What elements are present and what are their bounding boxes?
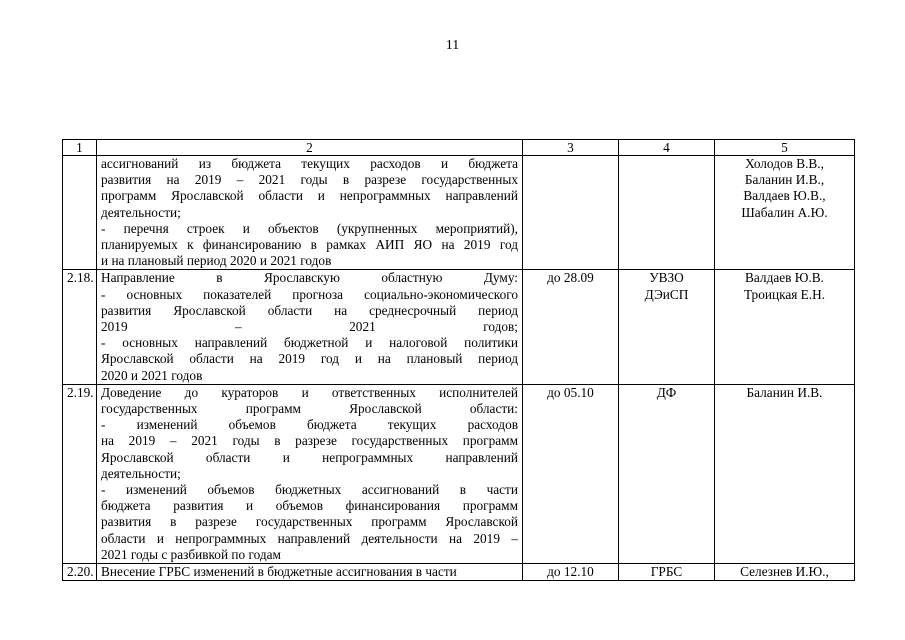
responsible-person: Холодов В.В., xyxy=(745,156,824,171)
table-row xyxy=(63,270,855,384)
item-responsible xyxy=(715,270,855,384)
description-line: развития Ярославской области на среднесрочный период xyxy=(101,302,518,318)
item-responsible xyxy=(715,156,855,270)
plan-table xyxy=(62,139,855,581)
description-line: развития в разрезе государственных программ Ярославской xyxy=(101,514,518,530)
description-line: 2019 – 2021 годов; xyxy=(101,319,518,335)
description-line: - основных направлений бюджетной и налоговой политики xyxy=(101,335,518,351)
description-line: Ярославской области и непрограммных направлений xyxy=(101,449,518,465)
table-row xyxy=(63,564,855,581)
table-row xyxy=(63,384,855,563)
description-line: 2020 и 2021 годов xyxy=(101,367,203,383)
description-line: государственных программ Ярославской области: xyxy=(101,401,518,417)
column-header: 3 xyxy=(523,140,619,156)
item-number: 2.19. xyxy=(63,384,97,563)
item-description xyxy=(97,564,523,581)
description-line: деятельности; xyxy=(101,465,181,481)
description-line: Доведение до кураторов и ответственных исполнителей xyxy=(101,384,518,400)
executor-name: УВЗО xyxy=(649,270,684,286)
item-executors xyxy=(619,564,715,581)
column-header: 1 xyxy=(63,140,97,156)
column-header: 2 xyxy=(97,140,523,156)
column-header: 5 xyxy=(715,140,855,156)
item-deadline: до 28.09 xyxy=(523,270,619,384)
responsible-person: Валдаев Ю.В. xyxy=(745,270,824,286)
description-line: планируемых к финансированию в рамках АИП ЯО на 2019 год xyxy=(101,237,518,253)
item-description xyxy=(97,156,523,270)
item-responsible xyxy=(715,384,855,563)
description-line: Ярославской области на 2019 год и на плановый период xyxy=(101,351,518,367)
column-header: 4 xyxy=(619,140,715,156)
executor-name: ДФ xyxy=(656,384,677,400)
item-responsible xyxy=(715,564,855,581)
description-line: на 2019 – 2021 годы в разрезе государственных программ xyxy=(101,433,518,449)
item-number: 2.20. xyxy=(63,564,97,581)
item-deadline: до 12.10 xyxy=(523,564,619,581)
page-number: 11 xyxy=(445,38,460,53)
item-description xyxy=(97,270,523,384)
responsible-person: Баланин И.В., xyxy=(744,172,825,188)
description-line: бюджета развития и объемов финансирования программ xyxy=(101,498,518,514)
responsible-person: Селезнев И.Ю., xyxy=(740,564,829,580)
description-line: - изменений объемов бюджета текущих расходов xyxy=(101,417,518,433)
responsible-person: Валдаев Ю.В., xyxy=(743,188,826,204)
responsible-person: Троицкая Е.Н. xyxy=(743,286,826,302)
description-line: деятельности; xyxy=(101,204,181,220)
item-executors xyxy=(619,270,715,384)
description-line: - изменений объемов бюджетных ассигнований в части xyxy=(101,482,518,498)
item-deadline xyxy=(523,156,619,270)
item-description xyxy=(97,384,523,563)
executor-name: ДЭиСП xyxy=(644,286,689,302)
responsible-person: Шабалин А.Ю. xyxy=(741,204,828,220)
item-number: 2.18. xyxy=(63,270,97,384)
description-line: 2021 годы с разбивкой по годам xyxy=(101,546,281,562)
description-line: - перечня строек и объектов (укрупненных мероприятий), xyxy=(101,220,518,236)
table-row xyxy=(63,156,855,270)
description-line: Внесение ГРБС изменений в бюджетные ассигнования в части xyxy=(101,564,457,580)
description-line: развития на 2019 – 2021 годы в разрезе государственных xyxy=(101,172,518,188)
executor-name: ГРБС xyxy=(650,564,683,580)
item-executors xyxy=(619,156,715,270)
description-line: - основных показателей прогноза социально-экономического xyxy=(101,286,518,302)
description-line: Направление в Ярославскую областную Думу: xyxy=(101,270,518,286)
item-deadline: до 05.10 xyxy=(523,384,619,563)
description-line: ассигнований из бюджета текущих расходов и бюджета xyxy=(101,156,518,171)
description-line: и на плановый период 2020 и 2021 годов xyxy=(101,253,332,269)
description-line: программ Ярославской области и непрограммных направлений xyxy=(101,188,518,204)
responsible-person: Баланин И.В. xyxy=(746,384,823,400)
description-line: области и непрограммных направлений деятельности на 2019 – xyxy=(101,530,518,546)
item-executors xyxy=(619,384,715,563)
table-header-row xyxy=(63,140,855,156)
item-number xyxy=(63,156,97,270)
